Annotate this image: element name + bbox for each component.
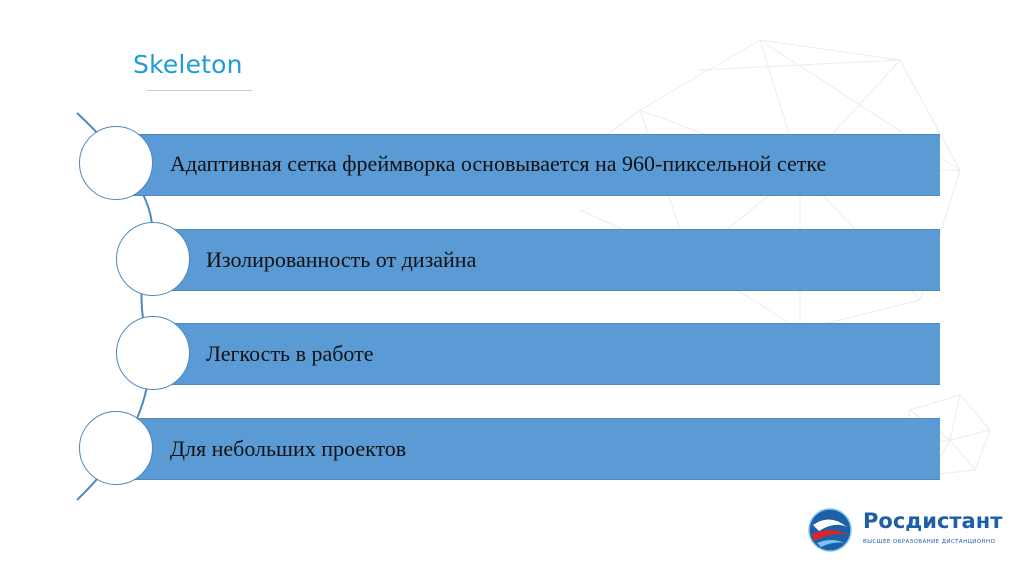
- list-item-circle-2: [116, 222, 190, 296]
- list-item-text-2: Изолированность от дизайна: [206, 247, 477, 272]
- logo-subtitle: ВЫСШЕЕ ОБРАЗОВАНИЕ ДИСТАНЦИОННО: [863, 539, 996, 545]
- logo-name: Росдистант: [863, 509, 1003, 533]
- list-item-text-1: Адаптивная сетка фреймворка основывается на 960-пиксельной сетке: [170, 151, 827, 176]
- rosdistant-emblem-icon: [805, 505, 855, 555]
- list-item-text-3: Легкость в работе: [206, 341, 374, 366]
- slide-title: Skeleton: [133, 50, 243, 79]
- list-item-circle-1: [79, 126, 153, 200]
- rosdistant-logo: [805, 505, 1003, 555]
- list-item-text-4: Для небольших проектов: [170, 436, 407, 461]
- list-item-circle-4: [79, 411, 153, 485]
- list-item-circle-3: [116, 316, 190, 390]
